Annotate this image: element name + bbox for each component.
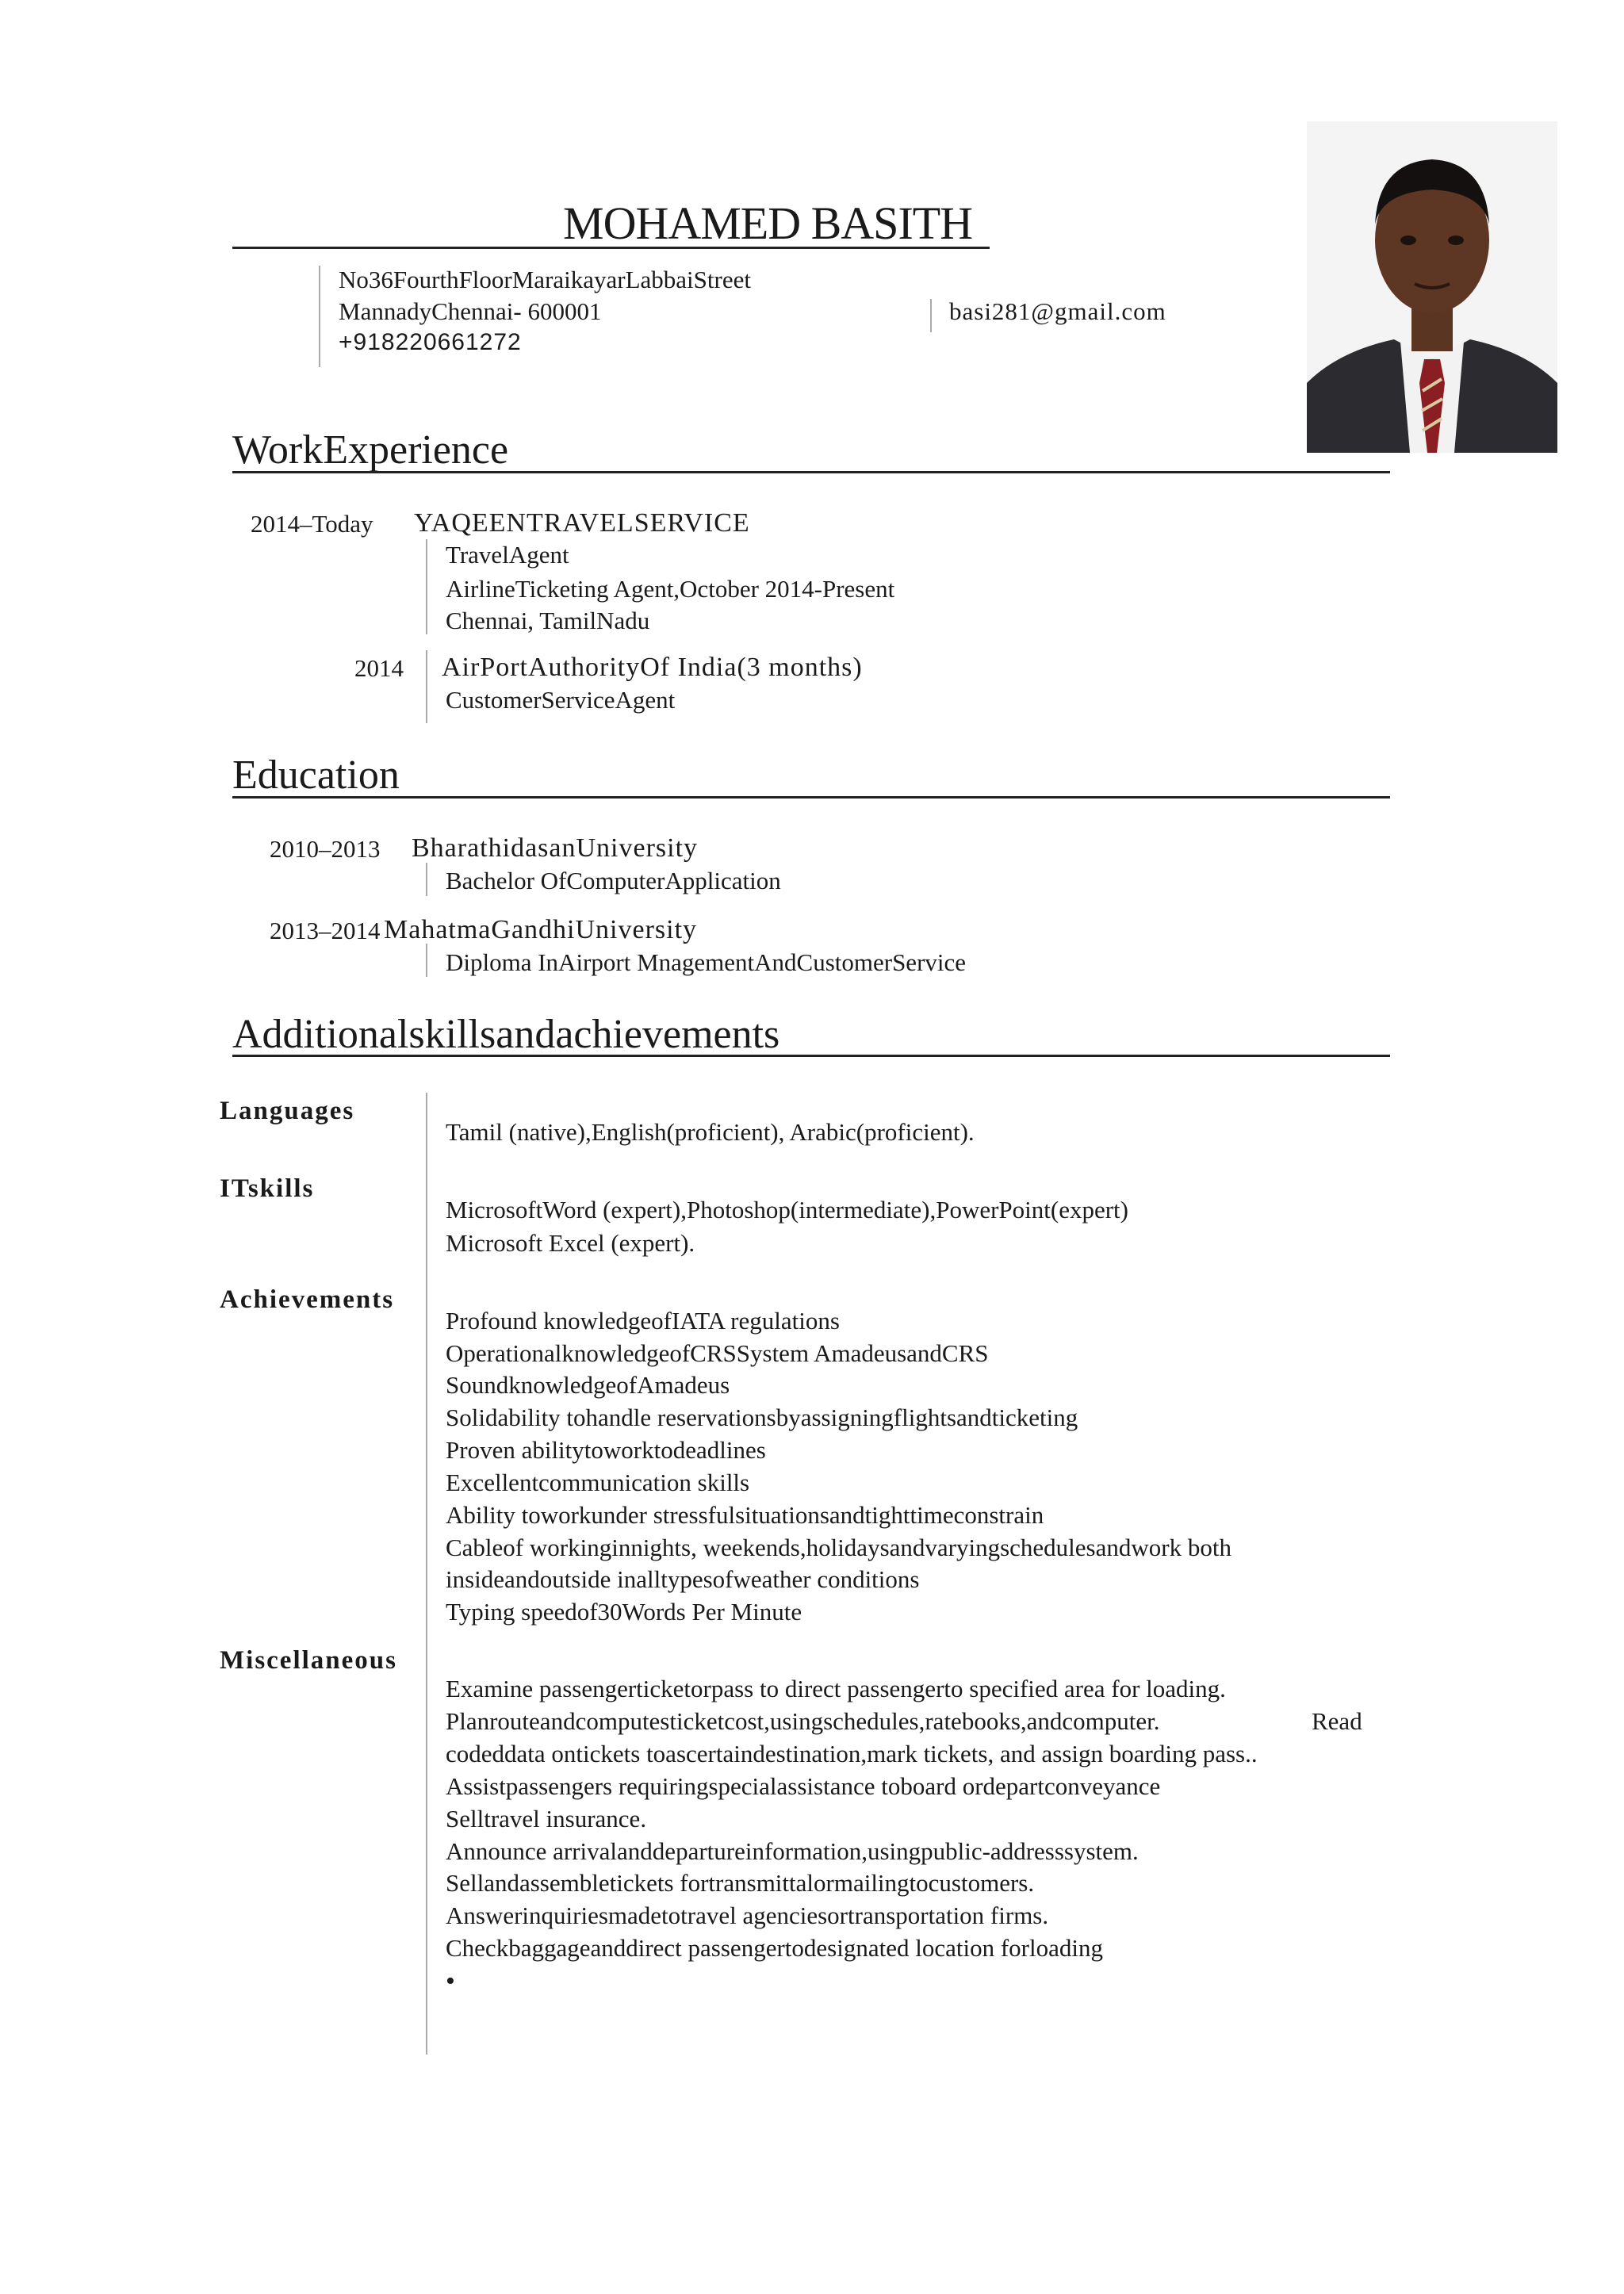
misc-trailing-word: Read xyxy=(1312,1707,1362,1735)
work-experience-rule xyxy=(232,471,1390,473)
additional-skills-heading: Additionalskillsandachievements xyxy=(232,1012,780,1057)
email-divider xyxy=(930,299,932,332)
misc-line-8: Answerinquiriesmadetotravel agenciesortransportation firms. xyxy=(446,1901,1049,1929)
achievements-label: Achievements xyxy=(220,1285,395,1314)
address-line-1: No36FourthFloorMaraikayarLabbaiStreet xyxy=(339,266,751,293)
achievement-line-2: OperationalknowledgeofCRSSystem AmadeusandCRS xyxy=(446,1339,989,1367)
education-2-date: 2013–2014 xyxy=(270,917,381,944)
profile-photo xyxy=(1307,121,1557,453)
education-1-divider xyxy=(426,863,427,896)
misc-bullet: • xyxy=(446,1967,455,1996)
achievement-line-8: Cableof workinginnights, weekends,holidaysandvaryingschedulesandwork both xyxy=(446,1534,1231,1561)
address-line-2: MannadyChennai- 600001 xyxy=(339,297,602,325)
it-skills-line-2: Microsoft Excel (expert). xyxy=(446,1229,695,1257)
education-1-org: BharathidasanUniversity xyxy=(412,833,699,863)
education-1-date: 2010–2013 xyxy=(270,835,381,863)
miscellaneous-label: Miscellaneous xyxy=(220,1646,397,1675)
job-2-divider xyxy=(426,650,427,723)
skills-divider xyxy=(426,1093,427,2055)
misc-line-7: Sellandassembletickets fortransmittalormailingtocustomers. xyxy=(446,1869,1035,1897)
achievement-line-10: Typing speedof30Words Per Minute xyxy=(446,1598,802,1626)
languages-line-1: Tamil (native),English(proficient), Arabic(proficient). xyxy=(446,1118,975,1146)
education-2-org: MahatmaGandhiUniversity xyxy=(384,915,698,944)
job-1-date: 2014–Today xyxy=(251,510,373,538)
misc-line-5: Selltravel insurance. xyxy=(446,1805,647,1833)
achievement-line-9: insideandoutside inalltypesofweather conditions xyxy=(446,1565,920,1593)
job-1-divider xyxy=(426,539,427,634)
it-skills-line-1: MicrosoftWord (expert),Photoshop(intermediate),PowerPoint(expert) xyxy=(446,1196,1128,1224)
achievement-line-5: Proven abilitytoworktodeadlines xyxy=(446,1436,766,1464)
job-1-role: TravelAgent xyxy=(446,541,569,569)
languages-label: Languages xyxy=(220,1097,355,1125)
education-1-degree: Bachelor OfComputerApplication xyxy=(446,867,781,894)
name-underline xyxy=(232,247,990,249)
misc-line-9: Checkbaggageanddirect passengertodesignated location forloading xyxy=(446,1934,1103,1962)
job-1-detail-2: Chennai, TamilNadu xyxy=(446,607,650,634)
education-2-divider xyxy=(426,944,427,977)
job-1-detail-1: AirlineTicketing Agent,October 2014-Present xyxy=(446,575,895,603)
education-heading: Education xyxy=(232,753,400,798)
misc-line-1: Examine passengerticketorpass to direct passengerto specified area for loading. xyxy=(446,1675,1226,1702)
email-address: basi281@gmail.com xyxy=(949,297,1166,325)
candidate-name: MOHAMED BASITH xyxy=(563,197,973,249)
education-2-degree: Diploma InAirport MnagementAndCustomerService xyxy=(446,948,967,976)
misc-line-4: Assistpassengers requiringspecialassistance toboard ordepartconveyance xyxy=(446,1772,1161,1800)
job-2-role: CustomerServiceAgent xyxy=(446,686,676,714)
achievement-line-1: Profound knowledgeofIATA regulations xyxy=(446,1307,840,1335)
contact-divider xyxy=(319,266,320,367)
achievement-line-4: Solidability tohandle reservationsbyassigningflightsandticketing xyxy=(446,1404,1078,1431)
additional-skills-rule xyxy=(232,1055,1390,1057)
education-rule xyxy=(232,796,1390,798)
misc-line-3: codeddata ontickets toascertaindestination,mark tickets, and assign boarding pass.. xyxy=(446,1740,1258,1767)
achievement-line-3: SoundknowledgeofAmadeus xyxy=(446,1371,730,1399)
phone-number: +918220661272 xyxy=(339,329,522,355)
misc-line-6: Announce arrivalanddepartureinformation,usingpublic-addresssystem. xyxy=(446,1837,1139,1865)
job-1-org: YAQEENTRAVELSERVICE xyxy=(414,508,750,538)
misc-line-2: Planrouteandcomputesticketcost,usingschedules,ratebooks,andcomputer. xyxy=(446,1707,1160,1735)
it-skills-label: ITskills xyxy=(220,1174,315,1203)
achievement-line-7: Ability toworkunder stressfulsituationsandtighttimeconstrain xyxy=(446,1501,1044,1529)
achievement-line-6: Excellentcommunication skills xyxy=(446,1469,750,1496)
job-2-date: 2014 xyxy=(354,654,404,682)
job-2-org: AirPortAuthorityOf India(3 months) xyxy=(442,653,863,682)
work-experience-heading: WorkExperience xyxy=(232,427,509,473)
